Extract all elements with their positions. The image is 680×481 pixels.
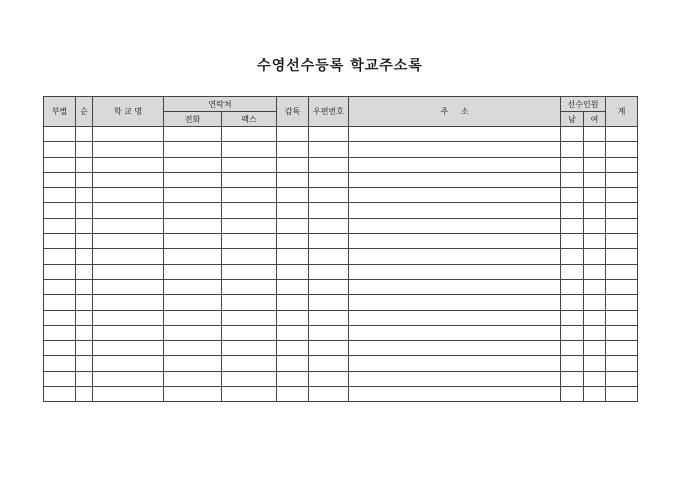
header-address: 주 소: [349, 97, 561, 127]
table-cell[interactable]: [349, 203, 561, 218]
table-cell[interactable]: [277, 234, 309, 249]
table-cell[interactable]: [164, 218, 222, 233]
table-cell[interactable]: [222, 218, 277, 233]
table-row: [44, 203, 638, 218]
table-cell[interactable]: [222, 127, 277, 142]
table-cell[interactable]: [349, 234, 561, 249]
table-cell[interactable]: [93, 218, 164, 233]
table-cell[interactable]: [584, 356, 606, 371]
table-row: [44, 172, 638, 187]
table-cell[interactable]: [44, 142, 76, 157]
table-cell[interactable]: [164, 127, 222, 142]
table-cell[interactable]: [584, 387, 606, 402]
table-cell[interactable]: [164, 157, 222, 172]
table-cell[interactable]: [93, 249, 164, 264]
table-cell[interactable]: [44, 127, 76, 142]
table-cell[interactable]: [309, 218, 349, 233]
table-cell[interactable]: [606, 295, 638, 310]
table-cell[interactable]: [164, 203, 222, 218]
header-male: 남: [561, 112, 584, 127]
table-cell[interactable]: [309, 234, 349, 249]
table-cell[interactable]: [76, 279, 93, 294]
header-postal-code: 우편번호: [309, 97, 349, 127]
header-division: 부별: [44, 97, 76, 127]
table-row: [44, 279, 638, 294]
header-phone: 전화: [164, 112, 222, 127]
table-cell[interactable]: [584, 172, 606, 187]
table-cell[interactable]: [584, 341, 606, 356]
table-cell[interactable]: [584, 371, 606, 386]
table-cell[interactable]: [309, 279, 349, 294]
table-cell[interactable]: [309, 387, 349, 402]
table-cell[interactable]: [349, 172, 561, 187]
table-cell[interactable]: [277, 218, 309, 233]
table-cell[interactable]: [561, 325, 584, 340]
table-cell[interactable]: [164, 295, 222, 310]
table-cell[interactable]: [561, 218, 584, 233]
table-cell[interactable]: [309, 203, 349, 218]
table-cell[interactable]: [561, 387, 584, 402]
table-cell[interactable]: [561, 142, 584, 157]
table-cell[interactable]: [349, 356, 561, 371]
table-cell[interactable]: [277, 295, 309, 310]
header-total: 계: [606, 97, 638, 127]
table-cell[interactable]: [277, 127, 309, 142]
table-cell[interactable]: [76, 356, 93, 371]
table-cell[interactable]: [222, 371, 277, 386]
table-cell[interactable]: [309, 157, 349, 172]
table-cell[interactable]: [44, 172, 76, 187]
table-cell[interactable]: [349, 371, 561, 386]
table-body: [44, 127, 638, 402]
table-cell[interactable]: [561, 188, 584, 203]
table-cell[interactable]: [44, 203, 76, 218]
table-cell[interactable]: [277, 142, 309, 157]
table-cell[interactable]: [309, 325, 349, 340]
table-cell[interactable]: [222, 249, 277, 264]
table-cell[interactable]: [222, 325, 277, 340]
table-row: [44, 325, 638, 340]
table-cell[interactable]: [606, 218, 638, 233]
table-cell[interactable]: [164, 387, 222, 402]
table-cell[interactable]: [309, 142, 349, 157]
table-cell[interactable]: [309, 172, 349, 187]
table-cell[interactable]: [606, 142, 638, 157]
table-cell[interactable]: [349, 295, 561, 310]
table-cell[interactable]: [309, 356, 349, 371]
table-cell[interactable]: [44, 310, 76, 325]
table-cell[interactable]: [76, 127, 93, 142]
table-cell[interactable]: [44, 356, 76, 371]
table-cell[interactable]: [349, 127, 561, 142]
table-cell[interactable]: [164, 325, 222, 340]
table-cell[interactable]: [349, 341, 561, 356]
table-cell[interactable]: [76, 310, 93, 325]
table-cell[interactable]: [349, 325, 561, 340]
table-cell[interactable]: [309, 127, 349, 142]
table-cell[interactable]: [349, 310, 561, 325]
table-cell[interactable]: [222, 341, 277, 356]
table-cell[interactable]: [349, 218, 561, 233]
table-cell[interactable]: [277, 325, 309, 340]
table-cell[interactable]: [606, 234, 638, 249]
table-cell[interactable]: [309, 341, 349, 356]
table-row: [44, 218, 638, 233]
table-cell[interactable]: [277, 356, 309, 371]
table-cell[interactable]: [44, 341, 76, 356]
table-cell[interactable]: [561, 264, 584, 279]
table-cell[interactable]: [561, 172, 584, 187]
table-cell[interactable]: [164, 264, 222, 279]
header-coach: 감독: [277, 97, 309, 127]
table-cell[interactable]: [277, 172, 309, 187]
table-cell[interactable]: [584, 234, 606, 249]
table-cell[interactable]: [44, 371, 76, 386]
header-order: 순: [76, 97, 93, 127]
table-cell[interactable]: [349, 249, 561, 264]
table-cell[interactable]: [277, 341, 309, 356]
table-cell[interactable]: [309, 188, 349, 203]
table-cell[interactable]: [222, 203, 277, 218]
table-cell[interactable]: [561, 279, 584, 294]
table-cell[interactable]: [277, 157, 309, 172]
table-cell[interactable]: [44, 249, 76, 264]
table-cell[interactable]: [222, 142, 277, 157]
table-cell[interactable]: [606, 264, 638, 279]
table-cell[interactable]: [93, 127, 164, 142]
table-cell[interactable]: [349, 264, 561, 279]
table-cell[interactable]: [606, 310, 638, 325]
header-fax: 팩스: [222, 112, 277, 127]
table-cell[interactable]: [584, 295, 606, 310]
table-cell[interactable]: [561, 234, 584, 249]
table-cell[interactable]: [164, 310, 222, 325]
table-row: [44, 234, 638, 249]
table-cell[interactable]: [222, 387, 277, 402]
table-cell[interactable]: [349, 157, 561, 172]
table-cell[interactable]: [584, 279, 606, 294]
table-cell[interactable]: [584, 142, 606, 157]
table-cell[interactable]: [164, 356, 222, 371]
table-cell[interactable]: [309, 295, 349, 310]
table-cell[interactable]: [606, 371, 638, 386]
table-cell[interactable]: [277, 387, 309, 402]
table-cell[interactable]: [164, 279, 222, 294]
table-cell[interactable]: [93, 188, 164, 203]
table-cell[interactable]: [76, 234, 93, 249]
table-cell[interactable]: [93, 310, 164, 325]
table-row: [44, 264, 638, 279]
table-cell[interactable]: [277, 203, 309, 218]
header-contact: 연락처: [164, 97, 277, 112]
table-cell[interactable]: [584, 203, 606, 218]
table-cell[interactable]: [44, 387, 76, 402]
table-cell[interactable]: [164, 234, 222, 249]
table-cell[interactable]: [606, 387, 638, 402]
table-cell[interactable]: [606, 279, 638, 294]
table-cell[interactable]: [222, 310, 277, 325]
table-cell[interactable]: [584, 157, 606, 172]
table-cell[interactable]: [277, 264, 309, 279]
table-cell[interactable]: [277, 310, 309, 325]
table-cell[interactable]: [606, 157, 638, 172]
header-female: 여: [584, 112, 606, 127]
table-row: [44, 295, 638, 310]
table-cell[interactable]: [93, 203, 164, 218]
table-cell[interactable]: [606, 249, 638, 264]
table-cell[interactable]: [561, 295, 584, 310]
table-cell[interactable]: [93, 264, 164, 279]
table-cell[interactable]: [277, 371, 309, 386]
table-cell[interactable]: [164, 188, 222, 203]
table-cell[interactable]: [93, 341, 164, 356]
table-cell[interactable]: [222, 279, 277, 294]
table-cell[interactable]: [76, 249, 93, 264]
table-cell[interactable]: [76, 264, 93, 279]
table-cell[interactable]: [584, 264, 606, 279]
table-cell[interactable]: [76, 188, 93, 203]
table-row: [44, 249, 638, 264]
table-cell[interactable]: [277, 188, 309, 203]
table-cell[interactable]: [606, 172, 638, 187]
table-cell[interactable]: [44, 218, 76, 233]
table-cell[interactable]: [164, 249, 222, 264]
header-school-name: 학 교 명: [93, 97, 164, 127]
table-cell[interactable]: [584, 127, 606, 142]
table-cell[interactable]: [76, 203, 93, 218]
table-cell[interactable]: [222, 356, 277, 371]
table-cell[interactable]: [561, 157, 584, 172]
table-cell[interactable]: [606, 127, 638, 142]
table-cell[interactable]: [44, 295, 76, 310]
table-cell[interactable]: [76, 341, 93, 356]
table-cell[interactable]: [561, 127, 584, 142]
table-cell[interactable]: [309, 371, 349, 386]
table-cell[interactable]: [606, 325, 638, 340]
table-cell[interactable]: [76, 172, 93, 187]
table-cell[interactable]: [606, 188, 638, 203]
table-cell[interactable]: [222, 234, 277, 249]
table-row: [44, 142, 638, 157]
table-cell[interactable]: [93, 356, 164, 371]
table-cell[interactable]: [349, 387, 561, 402]
table-cell[interactable]: [309, 310, 349, 325]
table-cell[interactable]: [606, 203, 638, 218]
table-cell[interactable]: [76, 295, 93, 310]
table-cell[interactable]: [44, 325, 76, 340]
table-cell[interactable]: [309, 249, 349, 264]
table-cell[interactable]: [222, 188, 277, 203]
table-row: [44, 127, 638, 142]
table-cell[interactable]: [76, 387, 93, 402]
table-cell[interactable]: [76, 157, 93, 172]
table-cell[interactable]: [44, 264, 76, 279]
table-cell[interactable]: [309, 264, 349, 279]
table-row: [44, 188, 638, 203]
table-cell[interactable]: [44, 188, 76, 203]
table-cell[interactable]: [164, 172, 222, 187]
school-address-table: [43, 96, 638, 402]
table-row: [44, 371, 638, 386]
table-cell[interactable]: [93, 234, 164, 249]
table-row: [44, 157, 638, 172]
table-cell[interactable]: [561, 203, 584, 218]
table-cell[interactable]: [561, 356, 584, 371]
table-cell[interactable]: [164, 371, 222, 386]
table-cell[interactable]: [606, 356, 638, 371]
table-cell[interactable]: [222, 172, 277, 187]
table-cell[interactable]: [93, 325, 164, 340]
table-cell[interactable]: [222, 157, 277, 172]
table-cell[interactable]: [222, 264, 277, 279]
table-cell[interactable]: [606, 341, 638, 356]
table-cell[interactable]: [44, 234, 76, 249]
table-row: [44, 310, 638, 325]
table-cell[interactable]: [584, 218, 606, 233]
table-row: [44, 387, 638, 402]
table-cell[interactable]: [164, 142, 222, 157]
table-cell[interactable]: [349, 188, 561, 203]
table-cell[interactable]: [76, 325, 93, 340]
table-cell[interactable]: [584, 325, 606, 340]
table-cell[interactable]: [561, 249, 584, 264]
table-cell[interactable]: [277, 279, 309, 294]
table-cell[interactable]: [584, 188, 606, 203]
table-cell[interactable]: [561, 371, 584, 386]
table-cell[interactable]: [561, 310, 584, 325]
table-cell[interactable]: [93, 387, 164, 402]
table-cell[interactable]: [222, 295, 277, 310]
table-cell[interactable]: [93, 172, 164, 187]
table-cell[interactable]: [349, 279, 561, 294]
table-cell[interactable]: [93, 279, 164, 294]
table-cell[interactable]: [93, 157, 164, 172]
table-cell[interactable]: [164, 341, 222, 356]
table-cell[interactable]: [584, 310, 606, 325]
header-athletes: 선수인원: [561, 97, 606, 112]
table-cell[interactable]: [76, 218, 93, 233]
table-cell[interactable]: [349, 142, 561, 157]
table-cell[interactable]: [76, 371, 93, 386]
table-row: [44, 341, 638, 356]
table-cell[interactable]: [584, 249, 606, 264]
table-cell[interactable]: [277, 249, 309, 264]
document-title: 수영선수등록 학교주소록: [257, 58, 423, 74]
table-cell[interactable]: [76, 142, 93, 157]
table-row: [44, 356, 638, 371]
table-cell[interactable]: [44, 157, 76, 172]
table-cell[interactable]: [561, 341, 584, 356]
table-cell[interactable]: [93, 295, 164, 310]
table-cell[interactable]: [93, 142, 164, 157]
table-cell[interactable]: [93, 371, 164, 386]
table-cell[interactable]: [44, 279, 76, 294]
